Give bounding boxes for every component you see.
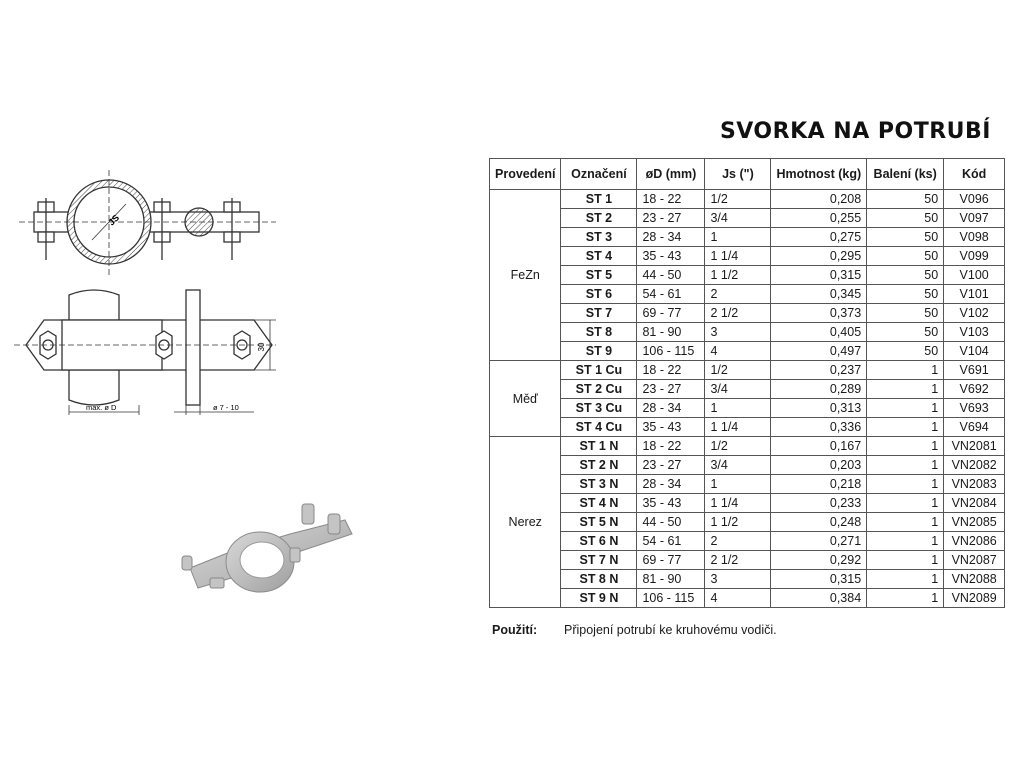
row-code: ST 3 N: [561, 475, 637, 494]
row-js: 1 1/2: [705, 266, 771, 285]
table-row: [490, 456, 1005, 475]
usage-text: Připojení potrubí ke kruhovému vodiči.: [564, 623, 777, 637]
row-package: 1: [867, 475, 944, 494]
row-code: ST 8 N: [561, 570, 637, 589]
row-js: 4: [705, 342, 771, 361]
row-kod: V098: [944, 228, 1005, 247]
row-kod: V694: [944, 418, 1005, 437]
row-code: ST 2: [561, 209, 637, 228]
row-code: ST 2 N: [561, 456, 637, 475]
row-diameter: 28 - 34: [637, 228, 705, 247]
row-weight: 0,289: [771, 380, 867, 399]
row-diameter: 81 - 90: [637, 570, 705, 589]
row-code: ST 4 Cu: [561, 418, 637, 437]
row-diameter: 35 - 43: [637, 247, 705, 266]
row-code: ST 1 Cu: [561, 361, 637, 380]
technical-drawing: [14, 150, 284, 430]
row-package: 1: [867, 589, 944, 608]
row-kod: VN2082: [944, 456, 1005, 475]
row-js: 2: [705, 532, 771, 551]
table-row: [490, 589, 1005, 608]
row-package: 1: [867, 532, 944, 551]
row-package: 50: [867, 209, 944, 228]
row-diameter: 28 - 34: [637, 475, 705, 494]
header-hmotnost: Hmotnost (kg): [771, 159, 867, 190]
row-weight: 0,336: [771, 418, 867, 437]
row-code: ST 9: [561, 342, 637, 361]
row-weight: 0,373: [771, 304, 867, 323]
row-diameter: 81 - 90: [637, 323, 705, 342]
header-baleni: Balení (ks): [867, 159, 944, 190]
row-weight: 0,295: [771, 247, 867, 266]
table-row: [490, 209, 1005, 228]
row-weight: 0,233: [771, 494, 867, 513]
row-weight: 0,208: [771, 190, 867, 209]
row-kod: V692: [944, 380, 1005, 399]
row-weight: 0,405: [771, 323, 867, 342]
row-js: 2: [705, 285, 771, 304]
row-code: ST 1 N: [561, 437, 637, 456]
row-weight: 0,255: [771, 209, 867, 228]
row-js: 3/4: [705, 456, 771, 475]
row-kod: VN2084: [944, 494, 1005, 513]
height-dimension-label: 30: [257, 342, 266, 352]
row-js: 3/4: [705, 209, 771, 228]
row-diameter: 69 - 77: [637, 551, 705, 570]
table-row: [490, 551, 1005, 570]
clamp-top-view: [19, 170, 276, 275]
bolt-dimension-label: ø 7 - 10: [213, 403, 239, 412]
row-kod: V102: [944, 304, 1005, 323]
row-code: ST 5 N: [561, 513, 637, 532]
table-row: [490, 342, 1005, 361]
row-package: 1: [867, 456, 944, 475]
row-diameter: 106 - 115: [637, 589, 705, 608]
row-kod: VN2081: [944, 437, 1005, 456]
header-js: Js ("): [705, 159, 771, 190]
row-package: 1: [867, 418, 944, 437]
row-js: 2 1/2: [705, 551, 771, 570]
row-package: 1: [867, 551, 944, 570]
row-diameter: 28 - 34: [637, 399, 705, 418]
table-row: [490, 437, 1005, 456]
spec-table: [489, 158, 1005, 608]
row-package: 1: [867, 494, 944, 513]
row-kod: V097: [944, 209, 1005, 228]
row-weight: 0,292: [771, 551, 867, 570]
row-package: 50: [867, 247, 944, 266]
row-kod: VN2089: [944, 589, 1005, 608]
row-kod: V103: [944, 323, 1005, 342]
clamp-side-view: [14, 290, 276, 415]
row-package: 1: [867, 570, 944, 589]
row-kod: VN2086: [944, 532, 1005, 551]
row-weight: 0,167: [771, 437, 867, 456]
row-weight: 0,237: [771, 361, 867, 380]
row-js: 1/2: [705, 437, 771, 456]
group-label: FeZn: [490, 190, 561, 361]
table-row: [490, 399, 1005, 418]
row-js: 1 1/4: [705, 494, 771, 513]
row-package: 50: [867, 266, 944, 285]
row-diameter: 23 - 27: [637, 380, 705, 399]
header-oznaceni: Označení: [561, 159, 637, 190]
table-row: [490, 190, 1005, 209]
row-diameter: 44 - 50: [637, 513, 705, 532]
row-js: 3/4: [705, 380, 771, 399]
row-diameter: 23 - 27: [637, 209, 705, 228]
row-weight: 0,315: [771, 570, 867, 589]
header-kod: Kód: [944, 159, 1005, 190]
row-code: ST 4 N: [561, 494, 637, 513]
row-diameter: 18 - 22: [637, 190, 705, 209]
row-weight: 0,345: [771, 285, 867, 304]
row-weight: 0,313: [771, 399, 867, 418]
row-diameter: 18 - 22: [637, 437, 705, 456]
row-kod: V693: [944, 399, 1005, 418]
table-row: [490, 380, 1005, 399]
usage-label: Použití:: [492, 623, 538, 637]
row-weight: 0,218: [771, 475, 867, 494]
row-code: ST 4: [561, 247, 637, 266]
row-kod: V101: [944, 285, 1005, 304]
row-package: 1: [867, 513, 944, 532]
table-row: [490, 304, 1005, 323]
row-diameter: 23 - 27: [637, 456, 705, 475]
row-weight: 0,203: [771, 456, 867, 475]
row-code: ST 8: [561, 323, 637, 342]
table-row: [490, 532, 1005, 551]
table-row: [490, 513, 1005, 532]
table-row: [490, 494, 1005, 513]
row-package: 1: [867, 380, 944, 399]
row-js: 2 1/2: [705, 304, 771, 323]
table-row: [490, 475, 1005, 494]
row-kod: V100: [944, 266, 1005, 285]
table-header-row: [490, 159, 1005, 190]
diameter-dimension-label: max. ø D: [86, 403, 117, 412]
row-diameter: 106 - 115: [637, 342, 705, 361]
table-row: [490, 285, 1005, 304]
row-diameter: 35 - 43: [637, 494, 705, 513]
group-label: Měď: [490, 361, 561, 437]
row-code: ST 6: [561, 285, 637, 304]
table-row: [490, 361, 1005, 380]
row-weight: 0,248: [771, 513, 867, 532]
row-js: 1/2: [705, 190, 771, 209]
row-code: ST 9 N: [561, 589, 637, 608]
header-provedeni: Provedení: [490, 159, 561, 190]
row-diameter: 44 - 50: [637, 266, 705, 285]
row-kod: V691: [944, 361, 1005, 380]
table-row: [490, 228, 1005, 247]
row-package: 1: [867, 399, 944, 418]
row-diameter: 69 - 77: [637, 304, 705, 323]
row-package: 1: [867, 361, 944, 380]
row-code: ST 7 N: [561, 551, 637, 570]
js-label: JS: [106, 212, 122, 228]
row-kod: VN2083: [944, 475, 1005, 494]
row-js: 1: [705, 399, 771, 418]
row-js: 1 1/4: [705, 418, 771, 437]
table-row: [490, 418, 1005, 437]
table-row: [490, 266, 1005, 285]
row-code: ST 5: [561, 266, 637, 285]
row-kod: VN2085: [944, 513, 1005, 532]
table-row: [490, 247, 1005, 266]
row-code: ST 6 N: [561, 532, 637, 551]
row-kod: VN2088: [944, 570, 1005, 589]
row-package: 50: [867, 228, 944, 247]
row-package: 1: [867, 437, 944, 456]
row-code: ST 3 Cu: [561, 399, 637, 418]
row-code: ST 1: [561, 190, 637, 209]
row-code: ST 7: [561, 304, 637, 323]
row-package: 50: [867, 304, 944, 323]
row-package: 50: [867, 190, 944, 209]
row-code: ST 2 Cu: [561, 380, 637, 399]
row-js: 1: [705, 228, 771, 247]
row-diameter: 18 - 22: [637, 361, 705, 380]
row-weight: 0,497: [771, 342, 867, 361]
row-package: 50: [867, 342, 944, 361]
table-row: [490, 570, 1005, 589]
page-title: SVORKA NA POTRUBÍ: [719, 119, 991, 144]
table-row: [490, 323, 1005, 342]
row-kod: VN2087: [944, 551, 1005, 570]
row-js: 1 1/2: [705, 513, 771, 532]
row-diameter: 35 - 43: [637, 418, 705, 437]
row-diameter: 54 - 61: [637, 285, 705, 304]
row-js: 1 1/4: [705, 247, 771, 266]
row-weight: 0,315: [771, 266, 867, 285]
row-kod: V096: [944, 190, 1005, 209]
row-js: 1/2: [705, 361, 771, 380]
group-label: Nerez: [490, 437, 561, 608]
product-photo: [170, 490, 370, 620]
row-js: 1: [705, 475, 771, 494]
header-diameter: øD (mm): [637, 159, 705, 190]
row-package: 50: [867, 323, 944, 342]
row-js: 4: [705, 589, 771, 608]
row-weight: 0,384: [771, 589, 867, 608]
row-weight: 0,275: [771, 228, 867, 247]
row-weight: 0,271: [771, 532, 867, 551]
row-diameter: 54 - 61: [637, 532, 705, 551]
row-kod: V099: [944, 247, 1005, 266]
row-package: 50: [867, 285, 944, 304]
row-kod: V104: [944, 342, 1005, 361]
usage-note: [492, 623, 777, 637]
row-code: ST 3: [561, 228, 637, 247]
row-js: 3: [705, 570, 771, 589]
row-js: 3: [705, 323, 771, 342]
